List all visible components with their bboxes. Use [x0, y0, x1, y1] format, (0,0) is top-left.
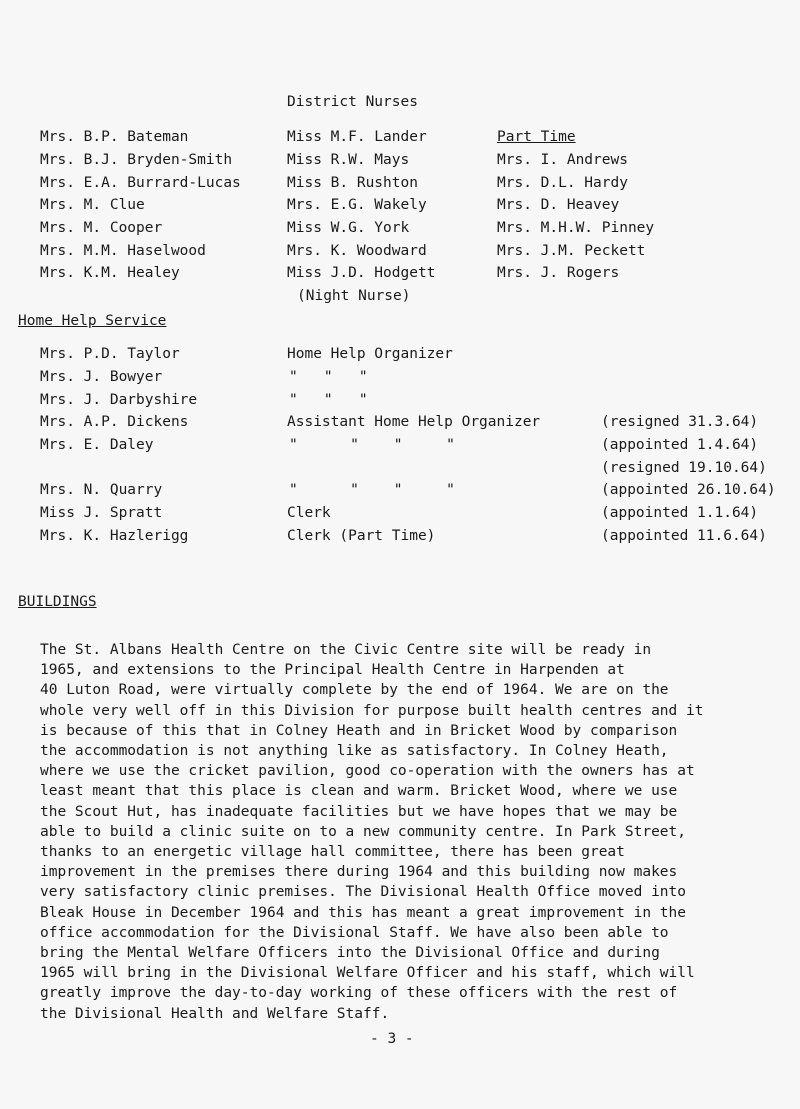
staff-note: (resigned 19.10.64)	[601, 460, 767, 476]
nurse-name: Mrs. E.A. Burrard-Lucas	[40, 175, 241, 191]
buildings-paragraph: The St. Albans Health Centre on the Civic Centre site will be ready in 1965, and extensions to the Principal Health Centre in Harpenden at 40 Luton Road, were virtually complete by the end of 1964. We are on the whole very well off in this Division for purpose built health centres and it is because of this that in Colney Heath and in Bricket Wood by comparison the accommodation is not anything like as satisfactory. In Colney Heath, where we use the cricket pavilion, good co-operation with the owners has at least meant that this place is clean and warm. Bricket Wood, where we use the Scout Hut, has inadequate facilities but we have hopes that we may be able to build a clinic suite on to a new community centre. In Park Street, thanks to an energetic village hall committee, there has been great improvement in the premises there during 1964 and this building now makes very satisfactory clinic premises. The Divisional Health Office moved into Bleak House in December 1964 and this has meant a great improvement in the office accommodation for the Divisional Staff. We have also been able to bring the Mental Welfare Officers into the Divisional Office and during 1965 will bring in the Divisional Welfare Officer and his staff, which will greatly improve the day-to-day working of these officers with the rest of the Divisional Health and Welfare Staff.	[40, 642, 704, 1022]
staff-name: Mrs. P.D. Taylor	[40, 346, 180, 362]
nurse-name: Mrs. J. Rogers	[497, 265, 620, 281]
staff-name: Mrs. J. Darbyshire	[40, 392, 198, 408]
page-number: - 3 -	[370, 1031, 414, 1047]
home-help-heading: Home Help Service	[18, 313, 167, 329]
nurse-name: Mrs. K. Woodward	[287, 243, 427, 259]
staff-role: Home Help Organizer	[287, 346, 453, 362]
nurse-name: Mrs. M. Cooper	[40, 220, 163, 236]
staff-role: " " " "	[289, 482, 455, 498]
nurse-name: Mrs. I. Andrews	[497, 152, 628, 168]
staff-name: Mrs. E. Daley	[40, 437, 154, 453]
staff-name: Miss J. Spratt	[40, 505, 163, 521]
nurse-name: Mrs. D. Heavey	[497, 197, 620, 213]
staff-role: Clerk (Part Time)	[287, 528, 436, 544]
nurse-name: Mrs. M. Clue	[40, 197, 145, 213]
nurse-name: Miss R.W. Mays	[287, 152, 410, 168]
staff-name: Mrs. J. Bowyer	[40, 369, 163, 385]
nurse-name: Miss B. Rushton	[287, 175, 418, 191]
staff-note: (appointed 1.1.64)	[601, 505, 759, 521]
nurse-name: Miss W.G. York	[287, 220, 410, 236]
staff-name: Mrs. N. Quarry	[40, 482, 163, 498]
staff-role: Assistant Home Help Organizer	[287, 414, 541, 430]
staff-role: " " "	[289, 392, 368, 408]
staff-note: (appointed 26.10.64)	[601, 482, 776, 498]
staff-name: Mrs. A.P. Dickens	[40, 414, 189, 430]
staff-note: (appointed 1.4.64)	[601, 437, 759, 453]
nurse-name: Mrs. D.L. Hardy	[497, 175, 628, 191]
nurse-name: Mrs. B.P. Bateman	[40, 129, 189, 145]
page-title: District Nurses	[287, 94, 418, 110]
nurse-name: Mrs. M.H.W. Pinney	[497, 220, 655, 236]
staff-role: " " "	[289, 369, 368, 385]
staff-note: (resigned 31.3.64)	[601, 414, 759, 430]
nurse-name: Miss J.D. Hodgett	[287, 265, 436, 281]
nurse-name: Mrs. K.M. Healey	[40, 265, 180, 281]
buildings-heading: BUILDINGS	[18, 594, 97, 610]
part-time-heading: Part Time	[497, 129, 576, 145]
nurse-name: Mrs. E.G. Wakely	[287, 197, 427, 213]
staff-role: Clerk	[287, 505, 331, 521]
nurse-name: Mrs. B.J. Bryden-Smith	[40, 152, 233, 168]
night-nurse-note: (Night Nurse)	[297, 288, 411, 304]
nurse-name: Mrs. M.M. Haselwood	[40, 243, 206, 259]
nurse-name: Mrs. J.M. Peckett	[497, 243, 646, 259]
staff-name: Mrs. K. Hazlerigg	[40, 528, 189, 544]
nurse-name: Miss M.F. Lander	[287, 129, 427, 145]
staff-role: " " " "	[289, 437, 455, 453]
staff-note: (appointed 11.6.64)	[601, 528, 767, 544]
